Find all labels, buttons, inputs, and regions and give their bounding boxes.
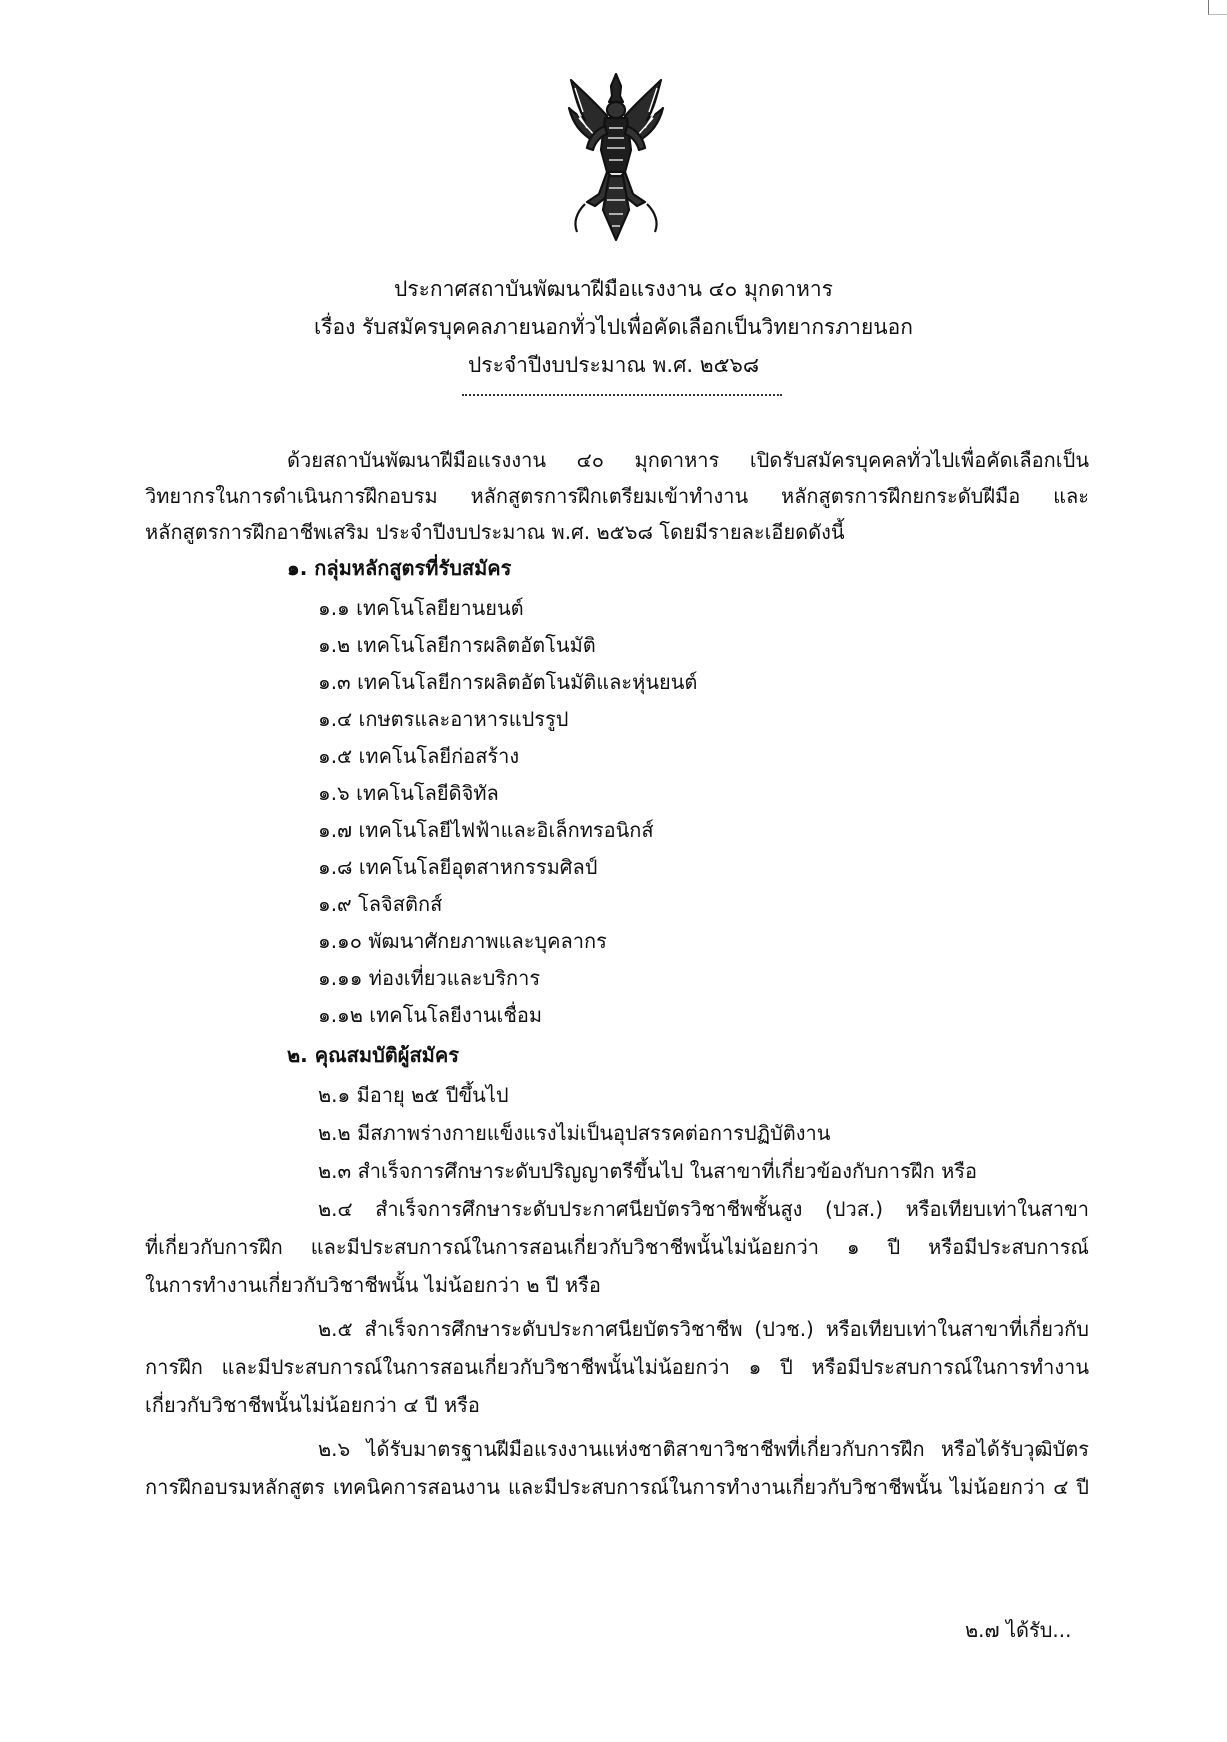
course-group-item: ๑.๙ โลจิสติกส์ (318, 892, 443, 916)
intro-line-1: ด้วยสถาบันพัฒนาฝีมือแรงงาน ๔๐ มุกดาหาร เปิดรับสมัครบุคคลทั่วไปเพื่อคัดเลือกเป็น (287, 448, 1089, 472)
course-group-item: ๑.๔ เกษตรและอาหารแปรรูป (318, 707, 569, 731)
course-group-item: ๑.๘ เทคโนโลยีอุตสาหกรรมศิลป์ (318, 855, 598, 879)
dotted-divider (462, 394, 782, 396)
qualification-2-6-line-2: การฝึกอบรมหลักสูตร เทคนิคการสอนงาน และมีประสบการณ์ในการทำงานเกี่ยวกับวิชาชีพนั้น ไม่น้อยกว่า ๔ ปี (145, 1475, 1089, 1499)
course-group-item: ๑.๕ เทคโนโลยีก่อสร้าง (318, 744, 520, 768)
course-group-item: ๑.๑ เทคโนโลยียานยนต์ (318, 596, 524, 620)
qualification-2-6-line-1: ๒.๖ ได้รับมาตรฐานฝีมือแรงงานแห่งชาติสาขาวิชาชีพที่เกี่ยวกับการฝึก หรือได้รับวุฒิบัตร (318, 1437, 1089, 1461)
section-1-heading: ๑. กลุ่มหลักสูตรที่รับสมัคร (287, 556, 512, 580)
course-group-item: ๑.๑๐ พัฒนาศักยภาพและบุคลากร (318, 929, 607, 953)
intro-line-2: วิทยากรในการดำเนินการฝึกอบรม หลักสูตรการฝึกเตรียมเข้าทำงาน หลักสูตรการฝึกยกระดับฝีมือ และ (145, 484, 1089, 508)
qualification-2-4-line-2: ที่เกี่ยวกับการฝึก และมีประสบการณ์ในการสอนเกี่ยวกับวิชาชีพนั้นไม่น้อยกว่า ๑ ปี หรือมีประสบการณ์ (145, 1235, 1089, 1259)
intro-line-3: หลักสูตรการฝึกอาชีพเสริม ประจำปีงบประมาณ พ.ศ. ๒๕๖๘ โดยมีรายละเอียดดังนี้ (145, 520, 845, 544)
course-group-item: ๑.๖ เทคโนโลยีดิจิทัล (318, 781, 499, 805)
section-2-heading: ๒. คุณสมบัติผู้สมัคร (287, 1043, 459, 1067)
qualification-item: ๒.๓ สำเร็จการศึกษาระดับปริญญาตรีขึ้นไป ในสาขาที่เกี่ยวข้องกับการฝึก หรือ (318, 1159, 978, 1183)
qualification-2-4-line-3: ในการทำงานเกี่ยวกับวิชาชีพนั้น ไม่น้อยกว่า ๒ ปี หรือ (145, 1273, 601, 1297)
course-group-item: ๑.๓ เทคโนโลยีการผลิตอัตโนมัติและหุ่นยนต์ (318, 670, 698, 694)
announcement-fiscal-year: ประจำปีงบประมาณ พ.ศ. ๒๕๖๘ (467, 353, 760, 377)
course-group-item: ๑.๑๑ ท่องเที่ยวและบริการ (318, 966, 541, 990)
garuda-emblem-icon (565, 72, 667, 242)
announcement-subject: เรื่อง รับสมัครบุคคลภายนอกทั่วไปเพื่อคัดเลือกเป็นวิทยากรภายนอก (314, 315, 913, 339)
qualification-2-5-line-3: เกี่ยวกับวิชาชีพนั้นไม่น้อยกว่า ๔ ปี หรือ (145, 1393, 480, 1417)
qualification-2-4-line-1: ๒.๔ สำเร็จการศึกษาระดับประกาศนียบัตรวิชาชีพชั้นสูง (ปวส.) หรือเทียบเท่าในสาขา (318, 1197, 1089, 1221)
qualification-item: ๒.๑ มีอายุ ๒๕ ปีขึ้นไป (318, 1083, 509, 1107)
qualification-2-5-line-2: การฝึก และมีประสบการณ์ในการสอนเกี่ยวกับวิชาชีพนั้นไม่น้อยกว่า ๑ ปี หรือมีประสบการณ์ในการทำงาน (145, 1355, 1089, 1379)
course-group-item: ๑.๑๒ เทคโนโลยีงานเชื่อม (318, 1003, 543, 1027)
continuation-marker: ๒.๗ ได้รับ... (965, 1618, 1072, 1642)
announcement-title: ประกาศสถาบันพัฒนาฝีมือแรงงาน ๔๐ มุกดาหาร (394, 277, 833, 301)
qualification-2-5-line-1: ๒.๕ สำเร็จการศึกษาระดับประกาศนียบัตรวิชาชีพ (ปวช.) หรือเทียบเท่าในสาขาที่เกี่ยวกับ (318, 1317, 1089, 1341)
course-group-item: ๑.๒ เทคโนโลยีการผลิตอัตโนมัติ (318, 633, 596, 657)
qualification-item: ๒.๒ มีสภาพร่างกายแข็งแรงไม่เป็นอุปสรรคต่อการปฏิบัติงาน (318, 1121, 831, 1145)
scan-edge-mark (1208, 0, 1227, 15)
course-group-item: ๑.๗ เทคโนโลยีไฟฟ้าและอิเล็กทรอนิกส์ (318, 818, 654, 842)
